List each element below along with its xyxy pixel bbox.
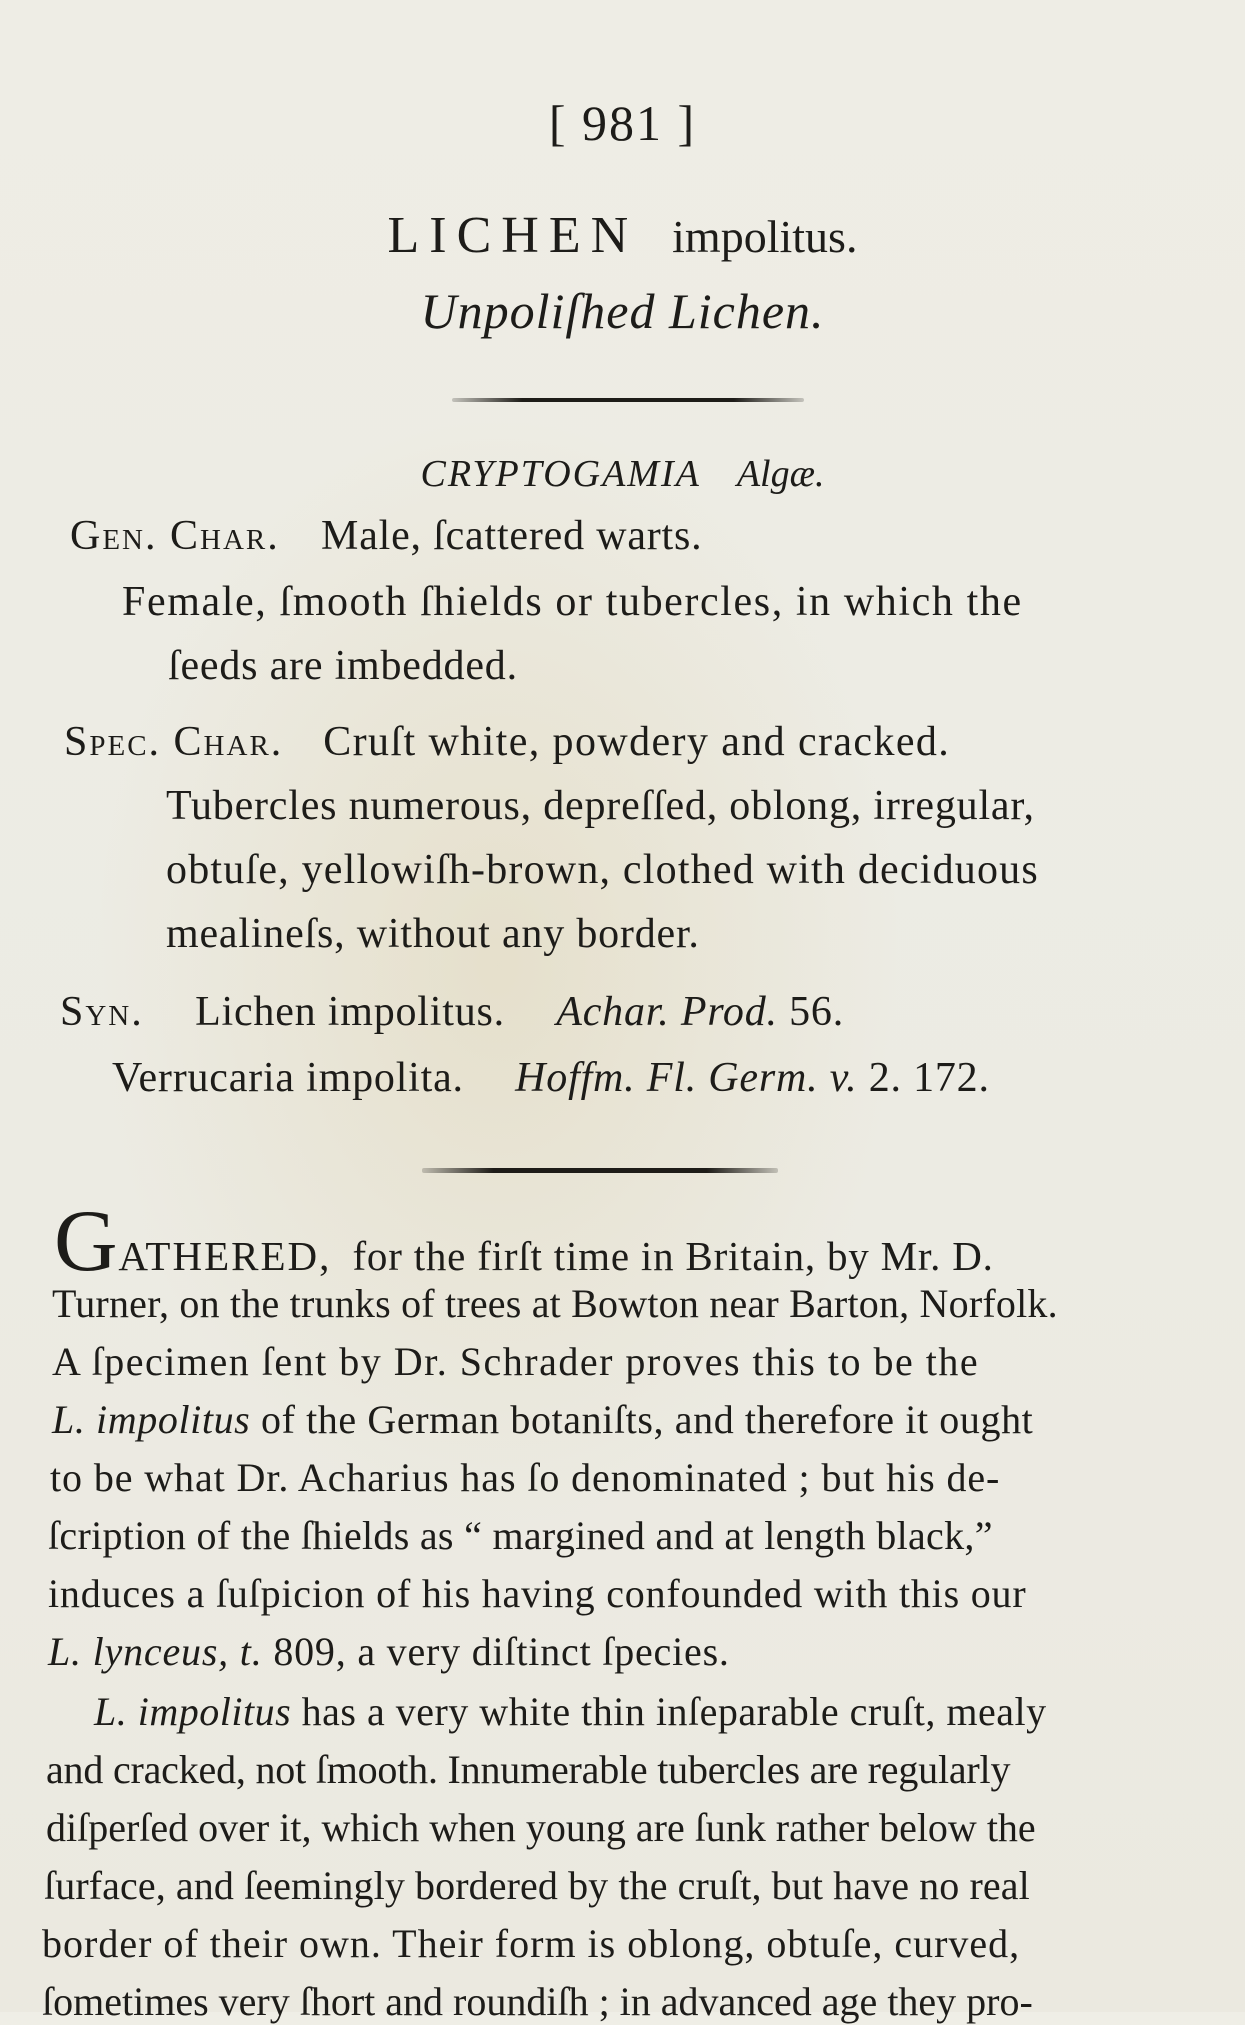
common-name: Unpoliſhed Lichen. [420, 283, 825, 339]
classification [0, 452, 1245, 496]
body-text: 809, a very diſtinct ſpecies. [273, 1629, 730, 1674]
syn-1-reference: Achar. Prod. [556, 989, 778, 1035]
species-reference: L. impolitus [52, 1397, 251, 1442]
synonym-1 [60, 988, 844, 1036]
spec-char-text: Cruſt white, powdery and cracked. [323, 719, 951, 765]
syn-1-number: 56. [789, 989, 845, 1035]
body-line-4 [52, 1396, 1033, 1443]
body-line-3: A ſpecimen ſent by Dr. Schrader proves this to be the [52, 1339, 980, 1384]
species-title [0, 206, 1245, 265]
spec-char-line-3: obtuſe, yellowiſh-brown, clothed with deciduous [166, 847, 1039, 893]
body-line-5: to be what Dr. Acharius has ſo denominated ; but his de- [50, 1455, 1001, 1500]
body-text: of the German botaniſts, and therefore it ought [260, 1397, 1034, 1442]
syn-label: Syn. [60, 989, 144, 1035]
species-epithet: impolitus. [672, 211, 858, 262]
spec-char-line-4: mealineſs, without any border. [166, 911, 700, 957]
syn-2-name: Verrucaria impolita. [112, 1055, 464, 1101]
syn-1-name: Lichen impolitus. [195, 989, 505, 1035]
spec-char-line-1 [64, 718, 950, 766]
gen-char-text: Male, ſcattered warts. [321, 513, 703, 559]
species-reference: L. impolitus [94, 1689, 292, 1734]
page-number: [ 981 ] [548, 95, 697, 151]
body-text: has a very white thin inſeparable cruſt, mealy [301, 1689, 1047, 1734]
gen-char-line-1 [70, 512, 702, 560]
decorative-rule [422, 1168, 778, 1173]
body-line-6: ſcription of the ſhields as “ margined and at length black,” [48, 1513, 993, 1558]
synonym-2 [112, 1054, 990, 1102]
body-line-10: and cracked, not ſmooth. Innumerable tubercles are regularly [46, 1747, 1011, 1792]
spec-char-label: Spec. Char. [64, 719, 284, 765]
body-line-11: diſperſed over it, which when young are ſunk rather below the [46, 1805, 1036, 1850]
species-reference: L. lynceus, t. [48, 1629, 263, 1674]
syn-2-number: 2. 172. [868, 1055, 990, 1101]
drop-cap: G [54, 1193, 119, 1290]
body-line-14: ſometimes very ſhort and roundiſh ; in advanced age they pro- [42, 1979, 1033, 2024]
gen-char-label: Gen. Char. [70, 513, 280, 559]
body-line-13: border of their own. Their form is oblong, obtuſe, curved, [42, 1921, 1021, 1966]
body-line-8 [48, 1628, 730, 1675]
body-line-1 [54, 1193, 994, 1290]
gen-char-line-2: Female, ſmooth ſhields or tubercles, in which the [122, 579, 1023, 625]
syn-2-reference: Hoffm. Fl. Germ. v. [515, 1055, 858, 1101]
opening-word: ATHERED, [118, 1233, 332, 1279]
body-line-12: ſurface, and ſeemingly bordered by the cruſt, but have no real [44, 1863, 1030, 1908]
body-line-2: Turner, on the trunks of trees at Bowton near Barton, Norfolk. [52, 1281, 1058, 1326]
body-line-9 [94, 1688, 1047, 1735]
spec-char-line-2: Tubercles numerous, depreſſed, oblong, irregular, [166, 783, 1035, 829]
gen-char-line-3: ſeeds are imbedded. [168, 643, 518, 689]
decorative-rule [452, 398, 804, 402]
genus-name: LICHEN [387, 207, 639, 264]
class-name: CRYPTOGAMIA [420, 453, 701, 495]
body-text: for the firſt time in Britain, by Mr. D. [352, 1233, 994, 1279]
order-name: Algæ. [736, 453, 825, 495]
body-line-7: induces a ſuſpicion of his having confounded with this our [48, 1571, 1027, 1616]
